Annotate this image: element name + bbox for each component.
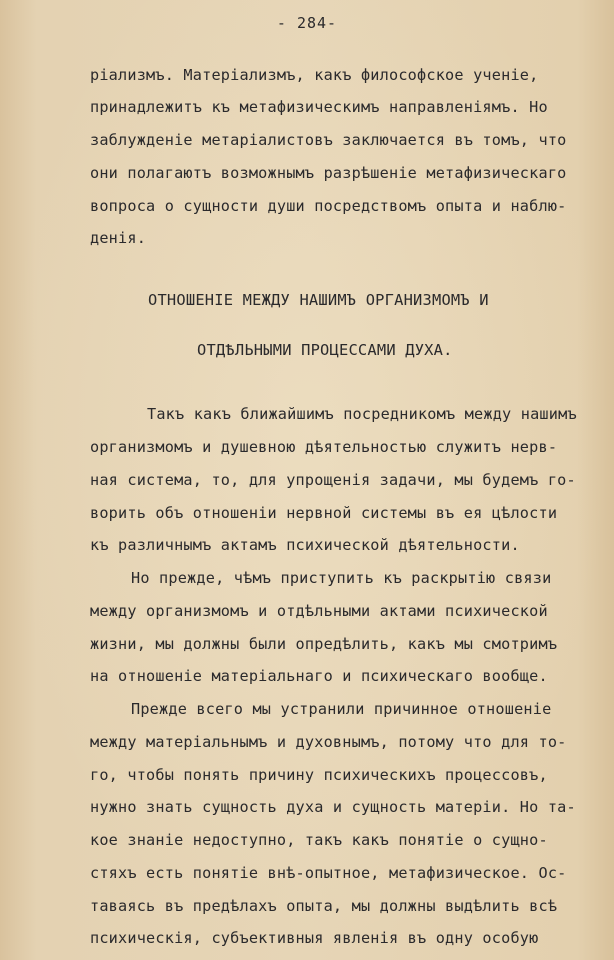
text-line: принадлежитъ къ метафизическимъ направленіямъ. Но xyxy=(90,98,548,116)
text-line: го, чтобы понять причину психическихъ процессовъ, xyxy=(90,766,548,784)
text-line: ная система, то, для упрощенія задачи, мы будемъ го- xyxy=(90,471,576,489)
text-line: на отношеніе матеріальнаго и психическаго вообще. xyxy=(90,667,548,685)
text-line: жизни, мы должны были опредѣлить, какъ мы смотримъ xyxy=(90,635,558,653)
text-line: между матеріальнымъ и духовнымъ, потому что для то- xyxy=(90,733,567,751)
text-line: къ различнымъ актамъ психической дѣятельности. xyxy=(90,536,520,554)
text-line: ріализмъ. Матеріализмъ, какъ философское ученіе, xyxy=(90,66,539,84)
text-line: вопроса о сущности души посредствомъ опыта и наблю- xyxy=(90,197,567,215)
text-line: организмомъ и душевною дѣятельностью служитъ нерв- xyxy=(90,438,558,456)
text-line: психическія, субъективныя явленія въ одну особую xyxy=(90,929,539,947)
text-line: Такъ какъ ближайшимъ посредникомъ между нашимъ xyxy=(147,405,577,423)
section-heading-line-2: ОТДѢЛЬНЫМИ ПРОЦЕССАМИ ДУХА. xyxy=(197,341,453,359)
text-line: таваясь въ предѣлахъ опыта, мы должны выдѣлить всѣ xyxy=(90,897,558,915)
section-heading-line-1: ОТНОШЕНІЕ МЕЖДУ НАШИМЪ ОРГАНИЗМОМЪ И xyxy=(148,291,489,309)
text-line: стяхъ есть понятіе внѣ-опытное, метафизическое. Ос- xyxy=(90,864,567,882)
page-number: - 284- xyxy=(276,14,338,32)
text-line: ворить объ отношеніи нервной системы въ ея цѣлости xyxy=(90,504,558,522)
text-line: они полагаютъ возможнымъ разрѣшеніе метафизическаго xyxy=(90,164,567,182)
text-line: между организмомъ и отдѣльными актами психической xyxy=(90,602,548,620)
text-line: нужно знать сущность духа и сущность матеріи. Но та- xyxy=(90,798,576,816)
text-line: денія. xyxy=(90,229,147,247)
text-line: Но прежде, чѣмъ приступить къ раскрытію связи xyxy=(131,569,552,587)
text-line: заблужденіе метаріалистовъ заключается въ томъ, что xyxy=(90,131,567,149)
text-line: кое знаніе недоступно, такъ какъ понятіе о сущно- xyxy=(90,831,548,849)
text-line: Прежде всего мы устранили причинное отношеніе xyxy=(131,700,552,718)
